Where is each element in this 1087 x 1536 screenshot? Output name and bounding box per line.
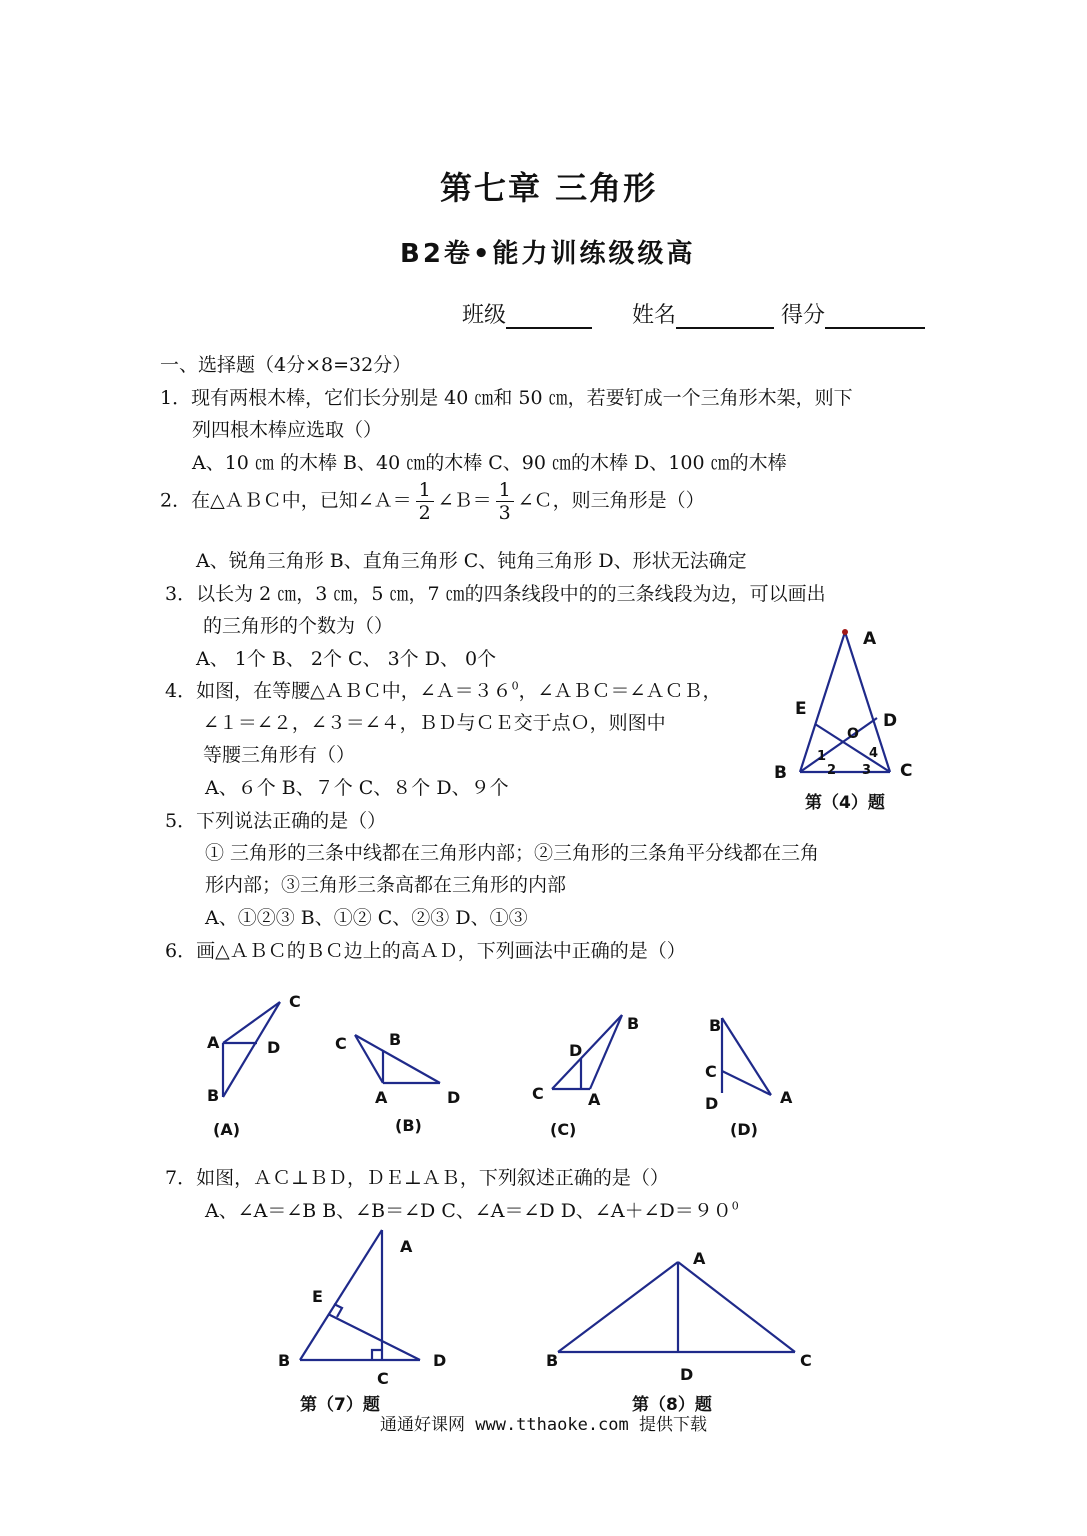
q3-line2: 的三角形的个数为（）: [203, 615, 394, 637]
q4-line1-text: 4．如图，在等腰△ＡＢＣ中，∠Ａ＝３６: [165, 680, 512, 702]
q2-prefix: 2．在△ＡＢＣ中，已知∠Ａ＝: [160, 489, 412, 512]
figure-q7: [270, 1222, 470, 1422]
fig6c-caption: (C): [550, 1120, 577, 1139]
fig6d-label-C: C: [705, 1062, 717, 1081]
q7-degree: 0: [731, 1199, 739, 1213]
fig6d-caption: (D): [730, 1120, 758, 1139]
q7-options-text: A、∠A＝∠B B、∠B＝∠D C、∠A＝∠D D、∠A＋∠D＝９０: [205, 1200, 732, 1222]
fig7-label-B: B: [278, 1351, 291, 1370]
fig7-label-E: E: [312, 1287, 323, 1306]
q7-options: [205, 1196, 739, 1223]
q2-frac1-den: 2: [418, 502, 431, 524]
fig6b-label-B: B: [389, 1030, 402, 1049]
footer-source: 通通好课网 www.tthaoke.com 提供下载: [380, 1415, 707, 1435]
fig6b: [335, 1030, 460, 1135]
fig8-label-C: C: [800, 1351, 812, 1370]
header-fields: [462, 298, 925, 329]
fig6a-caption: (A): [213, 1120, 241, 1139]
fig6d-label-A: A: [780, 1088, 793, 1107]
fig6c: [532, 1014, 639, 1139]
q5-line3: 形内部；③三角形三条高都在三角形的内部: [205, 874, 567, 896]
fig4-label-A: A: [863, 629, 877, 649]
page-subtitle: B2卷•能力训练级级高: [400, 239, 696, 269]
q4-line1: [165, 676, 721, 703]
q4-options: A、６个 B、７个 C、８个 D、９个: [205, 777, 509, 799]
section-heading: 一、选择题（4分×8=32分）: [160, 354, 412, 376]
fig4-label-B: B: [774, 763, 787, 783]
name-label: 姓名: [632, 303, 677, 328]
fig6d: [705, 1016, 793, 1139]
fig6c-label-A: A: [588, 1090, 601, 1109]
fig4-label-2: 2: [827, 763, 837, 778]
fig6b-caption: (B): [395, 1116, 422, 1135]
q4-line3: 等腰三角形有（）: [203, 744, 356, 766]
fig6c-label-B: B: [627, 1014, 640, 1033]
fig7-caption: 第（7）题: [300, 1395, 380, 1415]
q3-options: A、 1个 B、 2个 C、 3个 D、 0个: [196, 648, 497, 670]
fig6a-label-C: C: [289, 992, 301, 1011]
figure-q8: [540, 1240, 830, 1420]
fig6a: [207, 992, 301, 1139]
fig6d-label-B: B: [709, 1016, 722, 1035]
q1-line1: 1．现有两根木棒，它们长分别是 40 ㎝和 50 ㎝，若要钉成一个三角形木架，则下: [160, 387, 853, 409]
q4-line1-rest: ，∠ＡＢＣ＝∠ＡＣＢ，: [518, 680, 722, 702]
q6-line1: 6．画△ＡＢＣ的ＢＣ边上的高ＡＤ，下列画法中正确的是（）: [165, 940, 686, 962]
fig8-label-B: B: [546, 1351, 559, 1370]
q2-frac2-num: 1: [496, 479, 514, 502]
q5-line1: 5．下列说法正确的是（）: [165, 810, 387, 832]
q7-line1: 7．如图，ＡＣ⊥ＢＤ，ＤＥ⊥ＡＢ，下列叙述正确的是（）: [165, 1167, 669, 1189]
fig7-label-D: D: [433, 1351, 447, 1370]
q2-fraction-2: [496, 479, 514, 524]
q2-suffix: ∠Ｃ，则三角形是（）: [517, 489, 705, 512]
q2-line: [160, 479, 705, 524]
fig6a-label-D: D: [267, 1038, 281, 1057]
name-blank[interactable]: [676, 305, 774, 329]
fig6c-label-D: D: [569, 1041, 583, 1060]
q3-line1: 3．以长为 2 ㎝，3 ㎝，5 ㎝，7 ㎝的四条线段中的的三条线段为边，可以画出: [165, 583, 826, 605]
q5-options: A、①②③ B、①② C、②③ D、①③: [205, 907, 528, 929]
fig6b-label-A: A: [375, 1088, 388, 1107]
fig8-label-D: D: [680, 1365, 694, 1384]
q2-mid: ∠Ｂ＝: [437, 489, 492, 512]
fig4-label-3: 3: [862, 763, 872, 778]
q4-line2: ∠１＝∠２，∠３＝∠４，ＢＤ与ＣＥ交于点Ｏ，则图中: [203, 712, 666, 734]
fig6c-label-C: C: [532, 1084, 544, 1103]
q2-frac2-den: 3: [498, 502, 511, 524]
q1-options: A、10 ㎝ 的木棒 B、40 ㎝的木棒 C、90 ㎝的木棒 D、100 ㎝的木棒: [192, 452, 787, 474]
q2-fraction-1: [416, 479, 434, 524]
fig4-label-1: 1: [817, 749, 827, 764]
fig6b-label-C: C: [335, 1034, 347, 1053]
fig4-label-4: 4: [869, 746, 879, 761]
fig7-label-C: C: [377, 1369, 389, 1388]
fig4-caption: 第（4）题: [805, 793, 885, 813]
fig4-label-C: C: [900, 761, 913, 781]
fig8-caption: 第（8）题: [632, 1395, 712, 1415]
page-title: 第七章 三角形: [440, 169, 658, 207]
q4-degree: 0: [511, 679, 519, 693]
fig7-right-angle-C: [372, 1350, 382, 1360]
fig4-label-D: D: [883, 711, 898, 731]
score-blank[interactable]: [825, 305, 925, 329]
fig4-vertex-dot: [842, 629, 848, 635]
class-label: 班级: [462, 303, 507, 328]
fig6a-label-A: A: [207, 1033, 220, 1052]
fig6d-label-D: D: [705, 1094, 719, 1113]
q2-frac1-num: 1: [416, 479, 434, 502]
score-label: 得分: [781, 303, 826, 328]
fig6b-label-D: D: [447, 1088, 461, 1107]
q1-line2: 列四根木棒应选取（）: [192, 419, 383, 441]
fig7-label-A: A: [400, 1237, 413, 1256]
figure-q6: [195, 985, 845, 1145]
fig4-label-E: E: [795, 699, 807, 719]
q2-options: A、锐角三角形 B、直角三角形 C、钝角三角形 D、形状无法确定: [196, 550, 747, 572]
fig8-label-A: A: [693, 1249, 706, 1268]
figure-q4: [765, 620, 935, 820]
q5-line2: ① 三角形的三条中线都在三角形内部；②三角形的三条角平分线都在三角: [205, 842, 820, 864]
fig4-label-O: O: [847, 726, 859, 742]
class-blank[interactable]: [506, 305, 592, 329]
fig6a-label-B: B: [207, 1086, 220, 1105]
